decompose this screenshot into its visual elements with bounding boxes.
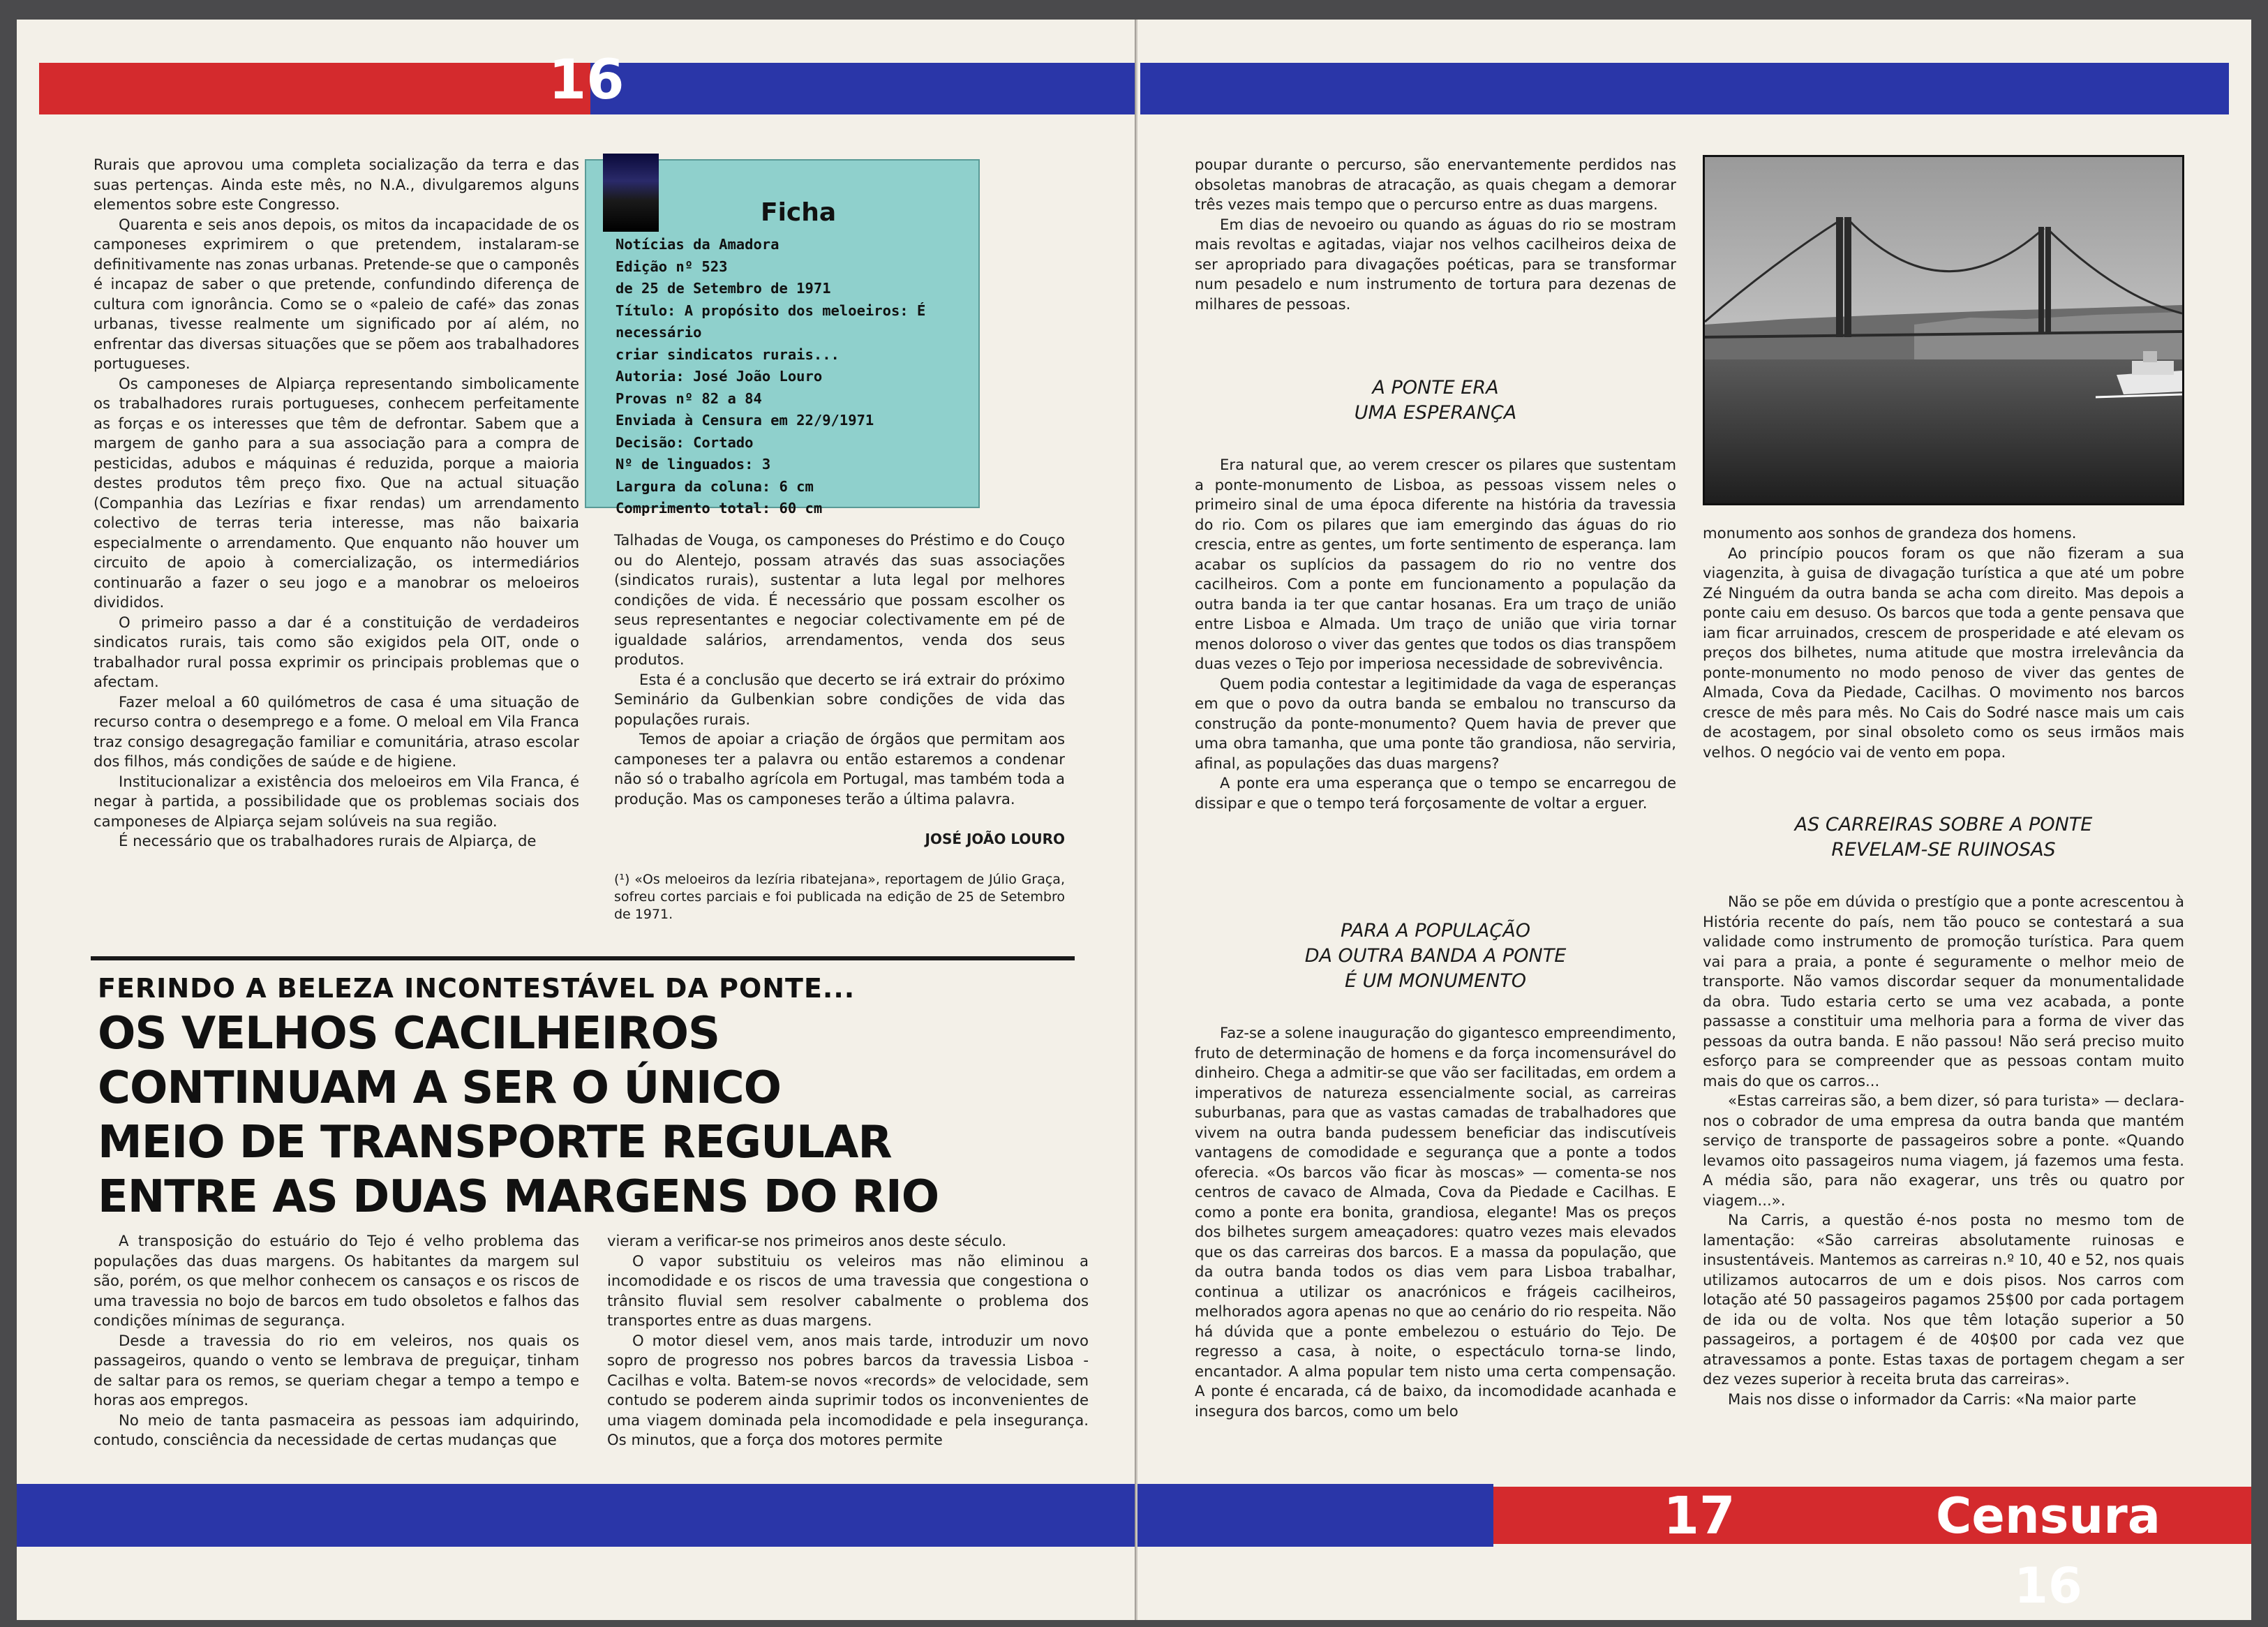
page-number-right: 17 — [1663, 1486, 1736, 1546]
paragraph: Os camponeses de Alpiarça representando simbolicamente os trabalhadores rurais portugueses, conhecem perfeitamente as forças e os interesses que têm de defrontar. Sabem que a margem de ganho para a sua associação para a compra de pesticidas, adubos e máquinas é reduzida, porque a maioria destes produtos têm preço fixo. Que na actual situação (Companhia das Lezírias e fixar rendas) um arrendamento colectivo de terras teria interesse, mas não baixaria especialmente o arrendamento. Que enquanto não houver um circuito de apoio à comercialização, os intermediários continuarão a fazer o seu jogo e a manobrar os meloeiros divididos. — [94, 374, 579, 611]
paragraph: Talhadas de Vouga, os camponeses do Préstimo e do Couço ou do Alentejo, possam através das suas associações (sindicatos rurais), sustentar a luta legal por melhores condições de vida. É necessário que possam escolher os seus representantes e negociar colectivamente em pé de igualdade salários, arrendamentos, venda dos seus produtos. — [614, 531, 1065, 668]
ficha-line: de 25 de Setembro de 1971 — [616, 280, 831, 297]
paragraph: Mais nos disse o informador da Carris: «Na maior parte — [1728, 1390, 2137, 1408]
ficha-line: Provas nº 82 a 84 — [616, 389, 762, 407]
paragraph: poupar durante o percurso, são enervantemente perdidos nas obsoletas manobras de atracação, as quais chegam a demorar três vezes mais tempo que o percurso entre as duas margens. — [1195, 156, 1676, 213]
ficha-title: Ficha — [761, 198, 837, 227]
headline-line: OS VELHOS CACILHEIROS — [98, 1008, 720, 1060]
paragraph: No meio de tanta pasmaceira as pessoas iam adquirindo, contudo, consciência da necessidade de certas mudanças que — [94, 1411, 579, 1448]
ficha-line: Título: A propósito dos meloeiros: É necessário — [616, 302, 926, 341]
ficha-line: Edição nº 523 — [616, 258, 728, 275]
right-column-2-bottom — [1703, 892, 2184, 1409]
paragraph: O vapor substituiu os veleiros mas não eliminou a incomodidade e os riscos de uma travessia que congestiona o trânsito fluvial sem resolver cabalmente o problema dos transportes entre as duas margens. — [607, 1251, 1089, 1329]
author-signature: JOSÉ JOÃO LOURO — [925, 831, 1065, 847]
footer-brand: Censura 16 — [1936, 1487, 2161, 1614]
bridge-photo-illustration — [1705, 157, 2182, 503]
subhead-ponte-esperanca — [1195, 376, 1676, 426]
paragraph: Quem podia contestar a legitimidade da vaga de esperanças em que o povo da outra banda se embalou no transcurso da construção da ponte-monumento? Quem havia de prever que uma obra tamanha, que uma ponte tão grandiosa, não serviria, afinal, as populações das duas margens? — [1195, 674, 1676, 772]
paragraph: Desde a travessia do rio em veleiros, nos quais os passageiros, quando o vento se lembrava de preguiçar, tinham de saltar para os remos, se queriam chegar a tempo a tempo e horas aos empregos. — [94, 1331, 579, 1409]
left-column-1 — [94, 155, 579, 852]
right-column-2 — [1703, 523, 2184, 762]
paragraph: Não se põe em dúvida o prestígio que a ponte acrescentou à História recente do país, nem tão pouco se contestará a sua validade como instrumento de promoção turística. Para quem vai para a praia, a ponte é seguramente o melhor meio de transporte. Não vamos discordar sequer da monumentalidade da obra. Tudo estaria certo se uma vez acabada, a ponte passasse a constituir uma melhoria para a forma de viver das pessoas da outra banda. E não passou! Não será preciso muito esforço para se compreender que as pessoas contam muito mais do que os carros... — [1703, 893, 2184, 1090]
right-column-1 — [1195, 155, 1676, 314]
subhead-carreiras — [1703, 812, 2184, 863]
top-band-blue-left — [590, 63, 1136, 114]
ficha-line: Comprimento total: 60 cm — [616, 500, 823, 517]
left-column-2 — [614, 530, 1065, 809]
top-band-red-left — [39, 63, 590, 114]
headline-rule — [91, 956, 1075, 960]
ficha-line: Nº de linguados: 3 — [616, 456, 771, 473]
headline — [98, 1006, 1089, 1224]
paragraph: A ponte era uma esperança que o tempo se encarregou de dissipar e que o tempo terá forçosamente de voltar a erguer. — [1195, 774, 1676, 812]
right-column-1-bottom — [1195, 1023, 1676, 1421]
paragraph: Rurais que aprovou uma completa socialização da terra e das suas pertenças. Ainda este mês, no N.A., divulgaremos alguns elementos sobre este Congresso. — [94, 156, 579, 213]
bottom-band-blue-left — [17, 1484, 1136, 1547]
paragraph: Faz-se a solene inauguração do gigantesco empreendimento, fruto de determinação de homens e da força incomensurável do dinheiro. Chega a admitir-se que vão ser facilitadas, em ordem a imperativos de natureza essencialmente social, as carreiras suburbanas, para que as vastas camadas de trabalhadores que vivem na outra banda pudessem beneficiar das indiscutíveis vantagens de comodidade e segurança que a ponte a todos oferecia. «Os barcos vão ficar às moscas» — comenta-se nos centros de cavaco de Almada, Cova da Piedade e Cacilhas. E como a ponte era bonita, grandiosa, elegante! Mas os preços dos bilhetes surgem ameaçadores: quatro vezes mais elevados que os das carreiras dos barcos. E a massa da população, que da outra banda todos os dias vem para Lisboa trabalhar, continua a utilizar os anacrónicos e frágeis cacilheiros, melhorados agora apenas no que ao cenário do rio respeita. Não há dúvida que a ponte embelezou o estuário do Tejo. De regresso a casa, à noite, o espectáculo torna-se lindo, encantador. A alma popular tem nisto uma certa compensação. A ponte é encarada, cá de baixo, da incomodidade acanhada e insegura dos barcos, como um belo — [1195, 1024, 1676, 1420]
subhead-line: AS CARREIRAS SOBRE A PONTE — [1794, 814, 2093, 835]
subhead-line: UMA ESPERANÇA — [1354, 402, 1517, 424]
footnote: (¹) «Os meloeiros da lezíria ribatejana», reportagem de Júlio Graça, sofreu cortes parciais e foi publicada na edição de 25 de Setembro de 1971. — [614, 872, 1065, 922]
subhead-line: A PONTE ERA — [1372, 377, 1499, 399]
paragraph: Temos de apoiar a criação de órgãos que permitam aos camponeses ter a palavra ou então estaremos a condenar não só o trabalho agrícola em Portugal, mas também toda a produção. Mas os camponeses terão a última palavra. — [614, 730, 1065, 808]
headline-kicker: FERINDO A BELEZA INCONTESTÁVEL DA PONTE... — [98, 973, 856, 1004]
paragraph: vieram a verificar-se nos primeiros anos deste século. — [607, 1232, 1007, 1249]
ficha-line: Decisão: Cortado — [616, 433, 754, 451]
paragraph: Era natural que, ao verem crescer os pilares que sustentam a ponte-monumento de Lisboa, as pessoas vissem neles o primeiro sinal de uma época diferente na história da travessia do rio. Com os pilares que iam emergindo das águas do rio crescia, entre as gentes, um forte sentimento de esperança. Iam acabar os suplícios da passagem do rio no ventre dos cacilheiros. Com a ponte em funcionamento a população da outra banda ia ter que cantar hosanas. Era um traço de união entre Lisboa e Almada. Um traço de união que viria tornar menos doloroso o viver das gentes que todos os dias transpõem duas vezes o Tejo por imperiosa necessidade de sobrevivência. — [1195, 456, 1676, 672]
subhead-line: REVELAM-SE RUINOSAS — [1831, 839, 2056, 861]
ficha-line: Notícias da Amadora — [616, 236, 779, 253]
paragraph: «Estas carreiras são, a bem dizer, só para turista» — declara-nos o cobrador de uma empresa da outra banda que mantém serviço de transporte de passageiros sobre a ponte. «Quando levamos oito passageiros numa viagem, já fazemos uma festa. A média são, para não exagerar, uns três ou quatro por viagem...». — [1703, 1092, 2184, 1209]
subhead-monumento — [1195, 919, 1676, 994]
top-band-blue-right — [1140, 63, 2229, 114]
ficha-swatch — [603, 154, 659, 232]
paragraph: Institucionalizar a existência dos meloeiros em Vila Franca, é negar à partida, a possibilidade que os problemas sociais dos camponeses de Alpiarça sejam solúveis na sua região. — [94, 772, 579, 830]
paragraph: Em dias de nevoeiro ou quando as águas do rio se mostram mais revoltas e agitadas, viajar nos velhos cacilheiros deixa de ser apropriado para divagações poéticas, para se transformar num pesadelo e num instrumento de tortura para dezenas de milhares de pessoas. — [1195, 215, 1676, 313]
paragraph: Quarenta e seis anos depois, os mitos da incapacidade de os camponeses exprimirem o que pretendem, instalaram-se definitivamente nas zonas urbanas. Pretende-se que o camponês é incapaz de saber o que pretende, confundindo diferença de cultura com ignorância. Como se o «paleio de café» das zonas urbanas, tivesse realmente um significado por aí além, no enfrentar das diversas situações que se põem aos trabalhadores portugueses. — [94, 215, 579, 372]
ficha-lines — [616, 234, 978, 520]
ficha-line: Largura da coluna: 6 cm — [616, 477, 814, 495]
paragraph: O motor diesel vem, anos mais tarde, introduzir um novo sopro de progresso nos pobres barcos da travessia Lisboa - Cacilhas e volta. Batem-se novos «records» de velocidade, sem contudo se poderem ainda suprimir todos os inconvenientes de uma viagem dominada pela incomodidade e pela insegurança. Os minutos, que a força dos motores permite — [607, 1331, 1089, 1448]
paragraph: Fazer meloal a 60 quilómetros de casa é uma situação de recurso contra o desemprego e a fome. O meloal em Vila Franca traz consigo desagregação familiar e comunitária, atraso escolar dos filhos, más condições de saúde e de higiene. — [94, 692, 579, 770]
subhead-line: PARA A POPULAÇÃO — [1341, 920, 1530, 942]
article-column-2 — [607, 1231, 1089, 1450]
bottom-band-blue-right — [1137, 1484, 1493, 1547]
paragraph: A transposição do estuário do Tejo é velho problema das populações das duas margens. Os habitantes da margem sul são, porém, os que melhor conhecem os cansaços e os riscos de uma travessia no bojo de barcos em tudo obsoletos e falhos das condições mínimas de segurança. — [94, 1232, 579, 1329]
ficha-line: criar sindicatos rurais... — [616, 346, 840, 363]
ficha-line: Enviada à Censura em 22/9/1971 — [616, 412, 874, 429]
subhead-line: É UM MONUMENTO — [1344, 970, 1527, 992]
headline-line: CONTINUAM A SER O ÚNICO — [98, 1062, 782, 1114]
bridge-photo — [1703, 155, 2184, 505]
article-column-1 — [94, 1231, 579, 1450]
paragraph: Esta é a conclusão que decerto se irá extrair do próximo Seminário da Gulbenkian sobre condições de vida das populações rurais. — [614, 670, 1065, 728]
right-column-1-mid — [1195, 455, 1676, 813]
headline-line: MEIO DE TRANSPORTE REGULAR — [98, 1117, 892, 1168]
paragraph: Ao princípio poucos foram os que não fizeram a sua viagenzita, à guisa de divagação turística a que até um pobre Zé Ninguém da outra banda se acha com direito. Mas depois a ponte caiu em desuso. Os barcos que toda a gente pensava que iam ficar arruinados, crescem de prosperidade e até elevam os preços dos bilhetes, numa atitude que mostra irrelevância da ponte-monumento no modo penoso de viver das gentes de Almada, Cova da Piedade, Cacilhas. O movimento nos barcos cresce de mês para mês. No Cais do Sodré nasce mais um cais de acostagem, por sinal obsoleto como os seus irmãos mais velhos. O negócio vai de vento em popa. — [1703, 544, 2184, 761]
paragraph: O primeiro passo a dar é a constituição de verdadeiros sindicatos rurais, tais como são exigidos pela OIT, onde o trabalhador rural possa exprimir os principais problemas que o afectam. — [94, 613, 579, 690]
subhead-line: DA OUTRA BANDA A PONTE — [1304, 945, 1567, 967]
paragraph: É necessário que os trabalhadores rurais de Alpiarça, de — [119, 832, 537, 849]
paragraph: Na Carris, a questão é-nos posta no mesmo tom de lamentação: «São carreiras absolutamente ruinosas e insustentáveis. Mantemos as carreiras n.º 10, 40 e 52, nos quais utilizamos autocarros de um e dois pisos. Nos carros com lotação até 50 passageiros pagamos 25$00 por cada portagem de ida ou de volta. Nos que têm lotação superior a 50 passageiros, a portagem é de 40$00 por cada vez que atravessamos a ponte. Estas taxas de portagem chegam a ser dez vezes superior à receita bruta das carreiras». — [1703, 1211, 2184, 1388]
paragraph: monumento aos sonhos de grandeza dos homens. — [1703, 524, 2077, 542]
page-number-left: 16 — [549, 49, 625, 112]
headline-line: ENTRE AS DUAS MARGENS DO RIO — [98, 1171, 939, 1223]
ficha-line: Autoria: José João Louro — [616, 368, 823, 385]
